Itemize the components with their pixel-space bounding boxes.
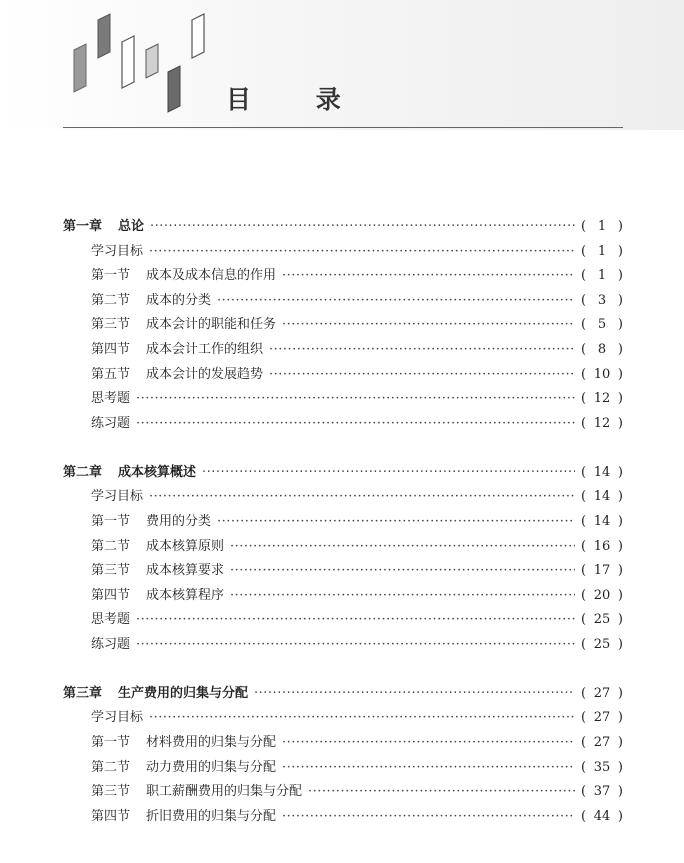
toc-entry-row[interactable] <box>63 780 623 805</box>
toc-entry-title: 成本会计的职能和任务 <box>146 317 277 333</box>
toc-entry-number: 第四节 <box>91 808 131 824</box>
toc-page-number: ( 14 ) <box>581 513 623 529</box>
toc-page-number: ( 12 ) <box>581 415 623 431</box>
toc-leader-dots <box>230 539 575 554</box>
toc-entry-row[interactable] <box>63 756 623 781</box>
toc-entry-number: 第一节 <box>91 513 131 529</box>
toc-page-number: ( 12 ) <box>581 391 623 407</box>
toc-leader-dots <box>230 588 575 603</box>
page-value: 27 <box>593 735 611 751</box>
toc-chapter-row[interactable] <box>63 682 623 707</box>
toc-leader-dots <box>269 342 575 357</box>
page-value: 20 <box>593 587 611 603</box>
toc-leader-dots <box>217 514 575 529</box>
toc-entry-title: 练习题 <box>91 415 131 431</box>
toc-entry-title: 折旧费用的归集与分配 <box>146 808 277 824</box>
page-value: 27 <box>593 685 611 701</box>
bar-2 <box>98 14 110 58</box>
toc-entry-number: 第四节 <box>91 341 131 357</box>
page-title: 目 录 <box>226 85 369 114</box>
page-value: 44 <box>593 808 611 824</box>
toc-entry-row[interactable] <box>63 559 623 584</box>
toc-leader-dots <box>150 219 575 234</box>
toc-page-number: ( 20 ) <box>581 587 623 603</box>
toc-entry-title: 思考题 <box>91 612 131 628</box>
toc-leader-dots <box>230 563 575 578</box>
toc-entry-title: 成本会计的发展趋势 <box>146 366 264 382</box>
page-value: 14 <box>593 489 611 505</box>
bar-5 <box>168 66 180 112</box>
page-value: 1 <box>597 243 607 259</box>
toc-page-number: ( 35 ) <box>581 759 623 775</box>
toc-entry-row[interactable] <box>63 412 623 437</box>
toc-entry-row[interactable] <box>63 240 623 265</box>
toc-entry-row[interactable] <box>63 485 623 510</box>
toc-entry-row[interactable] <box>63 338 623 363</box>
toc-entry-title: 生产费用的归集与分配 <box>118 685 249 701</box>
toc-entry-title: 练习题 <box>91 636 131 652</box>
toc-entry-title: 职工薪酬费用的归集与分配 <box>146 784 303 800</box>
page-value: 3 <box>597 292 607 308</box>
toc-entry-title: 成本会计工作的组织 <box>146 341 264 357</box>
page-value: 17 <box>593 563 611 579</box>
page-value: 27 <box>593 710 611 726</box>
toc-entry-number: 第三节 <box>91 563 131 579</box>
bar-4 <box>146 44 158 78</box>
toc-entry-row[interactable] <box>63 313 623 338</box>
bar-3 <box>122 36 134 88</box>
bar-6 <box>192 14 204 58</box>
toc-page-number: ( 1 ) <box>581 243 623 259</box>
toc-page-number: ( 27 ) <box>581 685 623 701</box>
toc-leader-dots <box>282 268 575 283</box>
toc-entry-number: 第四节 <box>91 587 131 603</box>
toc-chapter-row[interactable] <box>63 461 623 486</box>
toc-leader-dots <box>282 735 575 750</box>
toc-leader-dots <box>269 367 575 382</box>
toc-leader-dots <box>136 416 575 431</box>
toc-page-number: ( 27 ) <box>581 735 623 751</box>
toc-entry-row[interactable] <box>63 264 623 289</box>
section-gap <box>63 657 623 681</box>
toc-entry-title: 成本核算原则 <box>146 538 225 554</box>
toc-page-number: ( 37 ) <box>581 784 623 800</box>
toc-entry-number: 第二节 <box>91 538 131 554</box>
toc-entry-row[interactable] <box>63 510 623 535</box>
toc-page-number: ( 3 ) <box>581 292 623 308</box>
toc-entry-number: 第三章 <box>63 685 103 701</box>
page-value: 12 <box>593 415 611 431</box>
toc-entry-row[interactable] <box>63 535 623 560</box>
toc-entry-title: 学习目标 <box>91 710 144 726</box>
toc-entry-title: 成本核算概述 <box>118 464 197 480</box>
toc-leader-dots <box>149 710 575 725</box>
toc-page-number: ( 14 ) <box>581 464 623 480</box>
toc-entry-title: 成本核算程序 <box>146 587 225 603</box>
toc-entry-number: 第一节 <box>91 268 131 284</box>
toc-page-number: ( 10 ) <box>581 366 623 382</box>
toc-entry-title: 思考题 <box>91 391 131 407</box>
page-value: 8 <box>597 341 607 357</box>
toc-entry-number: 第三节 <box>91 317 131 333</box>
toc-entry-title: 学习目标 <box>91 489 144 505</box>
toc-entry-row[interactable] <box>63 731 623 756</box>
toc-page-number: ( 1 ) <box>581 219 623 234</box>
toc-entry-title: 成本的分类 <box>146 292 212 308</box>
toc-page-number: ( 8 ) <box>581 341 623 357</box>
page-value: 14 <box>593 464 611 480</box>
toc-entry-title: 成本核算要求 <box>146 563 225 579</box>
toc-entry-title: 材料费用的归集与分配 <box>146 735 277 751</box>
page-value: 10 <box>593 366 611 382</box>
toc-leader-dots <box>308 784 575 799</box>
bars-decoration <box>66 10 226 115</box>
toc-leader-dots <box>149 244 575 259</box>
toc-page-number: ( 25 ) <box>581 636 623 652</box>
toc-leader-dots <box>136 637 575 652</box>
section-gap <box>63 436 623 460</box>
toc-page-number: ( 17 ) <box>581 563 623 579</box>
page-value: 1 <box>597 219 607 234</box>
toc-leader-dots <box>149 489 575 504</box>
toc-entry-row[interactable] <box>63 608 623 633</box>
toc-leader-dots <box>282 760 575 775</box>
toc-entry-number: 第一章 <box>63 219 103 234</box>
toc-entry-number: 第一节 <box>91 735 131 751</box>
toc-entry-row[interactable] <box>63 363 623 388</box>
bar-1 <box>74 44 86 92</box>
toc-entry-number: 第二节 <box>91 759 131 775</box>
toc-entry-title: 总论 <box>118 219 145 234</box>
page-value: 1 <box>597 268 607 284</box>
page-value: 14 <box>593 513 611 529</box>
toc-entry-number: 第二章 <box>63 464 103 480</box>
toc-leader-dots <box>282 317 575 332</box>
toc-entry-title: 费用的分类 <box>146 513 212 529</box>
toc-leader-dots <box>282 809 575 824</box>
toc-leader-dots <box>136 612 575 627</box>
table-of-contents <box>63 215 623 829</box>
page-value: 16 <box>593 538 611 554</box>
toc-leader-dots <box>202 465 575 480</box>
toc-entry-row[interactable] <box>63 706 623 731</box>
toc-page-number: ( 44 ) <box>581 808 623 824</box>
toc-entry-number: 第三节 <box>91 784 131 800</box>
toc-leader-dots <box>254 686 575 701</box>
toc-entry-title: 成本及成本信息的作用 <box>146 268 277 284</box>
toc-page-number: ( 27 ) <box>581 710 623 726</box>
page-value: 25 <box>593 612 611 628</box>
page-value: 12 <box>593 391 611 407</box>
toc-entry-row[interactable] <box>63 387 623 412</box>
page-value: 35 <box>593 759 611 775</box>
toc-entry-row[interactable] <box>63 633 623 658</box>
toc-entry-row[interactable] <box>63 584 623 609</box>
toc-entry-row[interactable] <box>63 805 623 830</box>
toc-page-number: ( 16 ) <box>581 538 623 554</box>
toc-page-number: ( 14 ) <box>581 489 623 505</box>
header-divider <box>63 127 623 128</box>
toc-entry-number: 第五节 <box>91 366 131 382</box>
toc-entry-title: 学习目标 <box>91 243 144 259</box>
toc-leader-dots <box>136 391 575 406</box>
toc-page-number: ( 5 ) <box>581 317 623 333</box>
toc-leader-dots <box>217 293 575 308</box>
toc-entry-row[interactable] <box>63 289 623 314</box>
page-value: 5 <box>597 317 607 333</box>
toc-chapter-row[interactable] <box>63 215 623 240</box>
toc-entry-title: 动力费用的归集与分配 <box>146 759 277 775</box>
page-value: 37 <box>593 784 611 800</box>
page-value: 25 <box>593 636 611 652</box>
toc-page-number: ( 1 ) <box>581 268 623 284</box>
toc-entry-number: 第二节 <box>91 292 131 308</box>
toc-page-number: ( 25 ) <box>581 612 623 628</box>
